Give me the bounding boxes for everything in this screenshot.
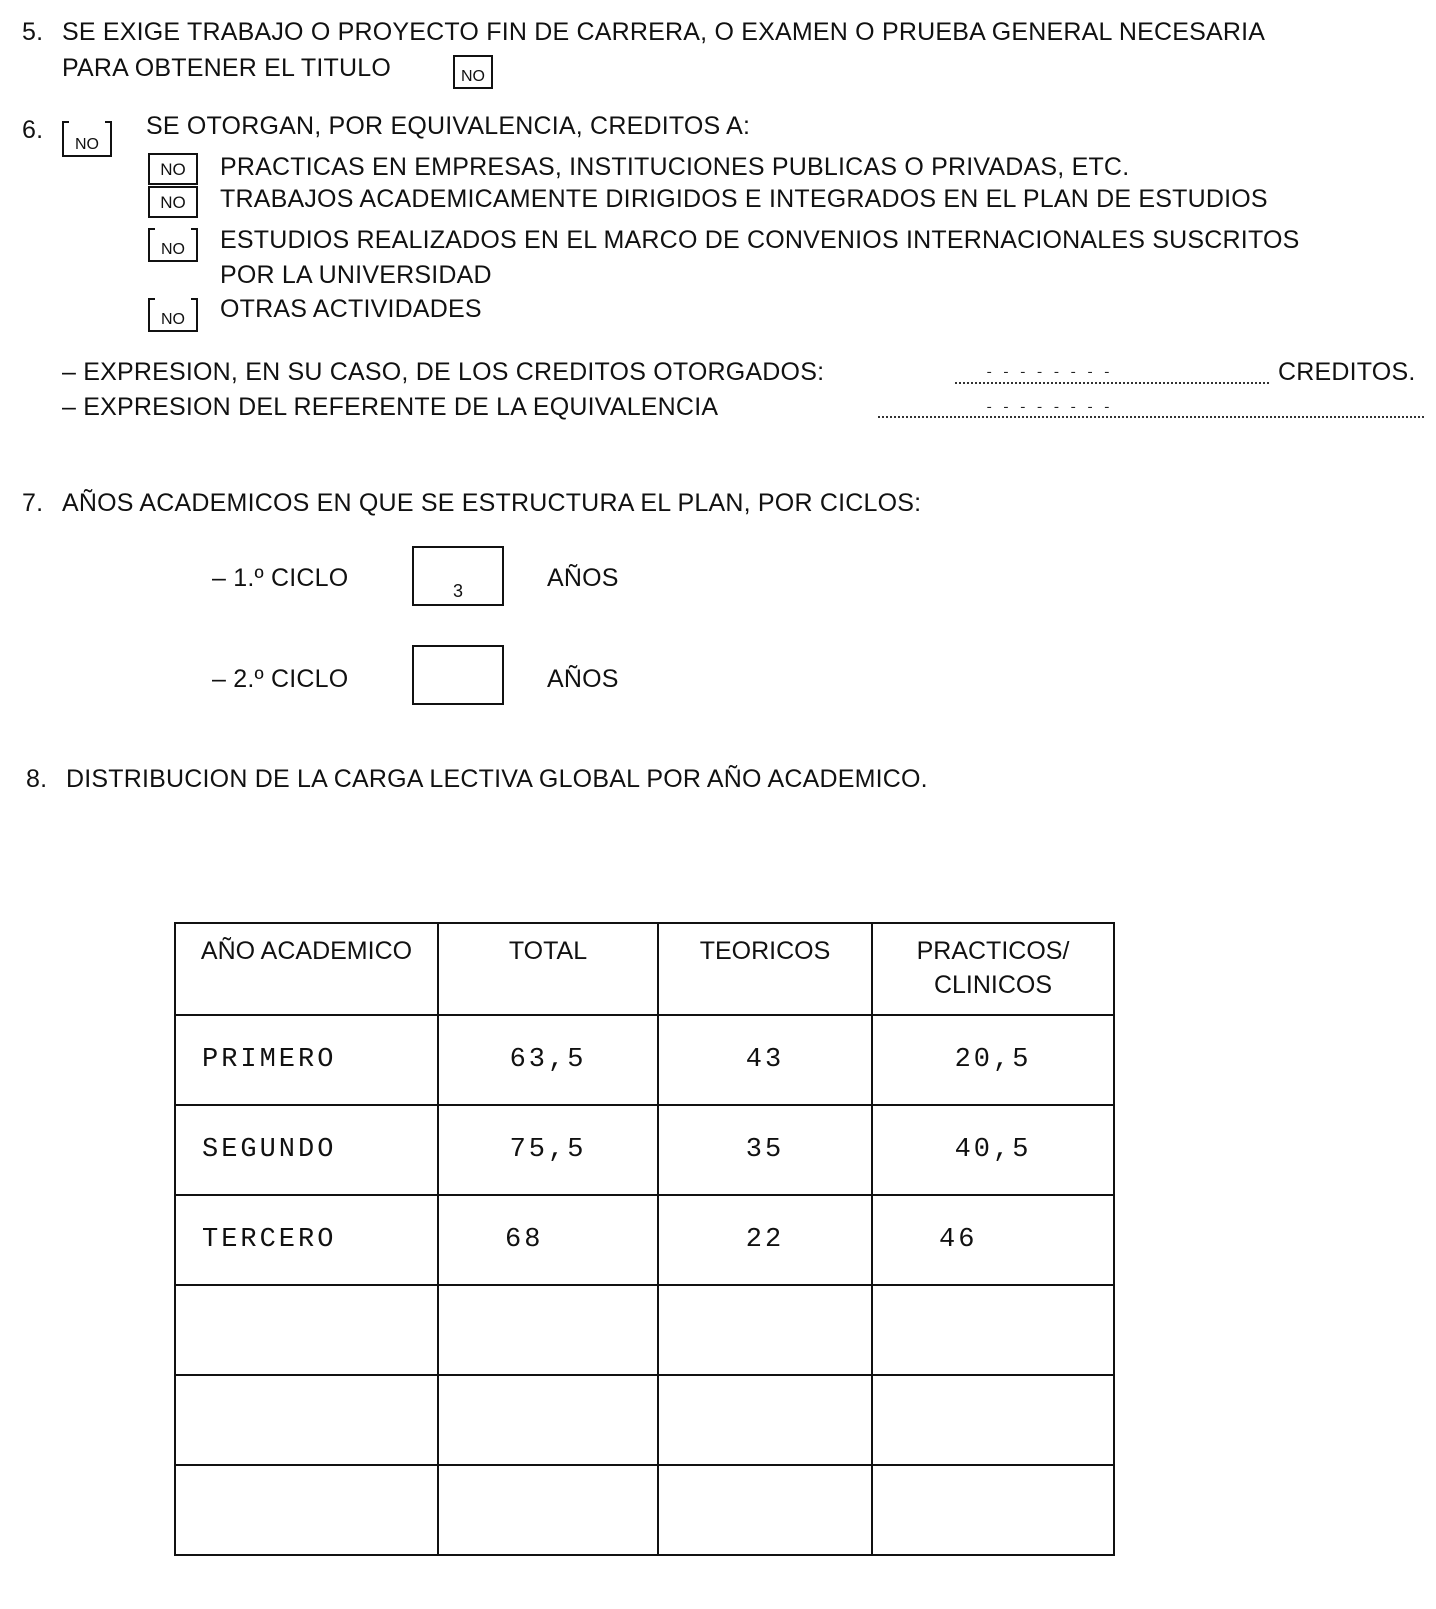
item-4-label: OTRAS ACTIVIDADES bbox=[220, 295, 482, 323]
cell-total[interactable]: 75,5 bbox=[438, 1105, 658, 1195]
table-row bbox=[175, 1375, 1114, 1465]
col-header-theoretical: TEORICOS bbox=[658, 923, 872, 1015]
section-5-text-line1: SE EXIGE TRABAJO O PROYECTO FIN DE CARRERA, O EXAMEN O PRUEBA GENERAL NECESARIA bbox=[62, 18, 1266, 46]
item-1-checkbox[interactable]: NO bbox=[148, 153, 198, 185]
cell-year[interactable]: PRIMERO bbox=[175, 1015, 438, 1105]
credits-expression-value: - - - - - - - - bbox=[985, 365, 1112, 381]
cell-practical[interactable] bbox=[872, 1375, 1114, 1465]
cell-total[interactable] bbox=[438, 1465, 658, 1555]
cell-total[interactable]: 63,5 bbox=[438, 1015, 658, 1105]
cell-year[interactable] bbox=[175, 1285, 438, 1375]
cell-theoretical[interactable]: 43 bbox=[658, 1015, 872, 1105]
cell-practical[interactable]: 46 bbox=[872, 1195, 1114, 1285]
item-3-label-line1: ESTUDIOS REALIZADOS EN EL MARCO DE CONVENIOS INTERNACIONALES SUSCRITOS bbox=[220, 226, 1300, 254]
cell-year[interactable]: TERCERO bbox=[175, 1195, 438, 1285]
equivalence-referent-value: - - - - - - - - bbox=[985, 400, 1112, 416]
cycle-2-label: – 2.º CICLO bbox=[212, 665, 349, 693]
cell-total[interactable]: 68 bbox=[438, 1195, 658, 1285]
cell-practical[interactable]: 40,5 bbox=[872, 1105, 1114, 1195]
section-8-heading: DISTRIBUCION DE LA CARGA LECTIVA GLOBAL POR AÑO ACADEMICO. bbox=[66, 765, 928, 793]
item-3-checkbox[interactable]: NO bbox=[148, 228, 198, 262]
cell-theoretical[interactable] bbox=[658, 1375, 872, 1465]
table-row bbox=[175, 1015, 1114, 1105]
cell-year[interactable] bbox=[175, 1375, 438, 1465]
table-row bbox=[175, 1465, 1114, 1555]
item-4-checkbox[interactable]: NO bbox=[148, 298, 198, 332]
section-6-answer-box[interactable]: NO bbox=[62, 121, 112, 157]
col-header-total: TOTAL bbox=[438, 923, 658, 1015]
section-5-number: 5. bbox=[22, 18, 44, 46]
equivalence-referent-field[interactable] bbox=[878, 416, 1424, 418]
cell-year[interactable] bbox=[175, 1465, 438, 1555]
col-header-practical bbox=[872, 923, 1114, 1015]
item-2-checkbox[interactable]: NO bbox=[148, 186, 198, 218]
cycle-1-years-box[interactable]: 3 bbox=[412, 546, 504, 606]
workload-table bbox=[174, 922, 1115, 1556]
table-row bbox=[175, 1105, 1114, 1195]
table-row bbox=[175, 1285, 1114, 1375]
col-header-practical-text: PRACTICOS/ CLINICOS bbox=[916, 937, 1070, 999]
equivalence-referent-label: – EXPRESION DEL REFERENTE DE LA EQUIVALENCIA bbox=[62, 393, 719, 421]
section-5-text-line2: PARA OBTENER EL TITULO bbox=[62, 54, 392, 82]
cycle-1-unit: AÑOS bbox=[547, 564, 619, 592]
cycle-1-label: – 1.º CICLO bbox=[212, 564, 349, 592]
col-header-year: AÑO ACADEMICO bbox=[175, 923, 438, 1015]
item-2-label: TRABAJOS ACADEMICAMENTE DIRIGIDOS E INTEGRADOS EN EL PLAN DE ESTUDIOS bbox=[220, 185, 1268, 213]
table-row bbox=[175, 1195, 1114, 1285]
item-3-label-line2: POR LA UNIVERSIDAD bbox=[220, 261, 492, 289]
cell-theoretical[interactable] bbox=[658, 1465, 872, 1555]
cell-theoretical[interactable]: 35 bbox=[658, 1105, 872, 1195]
credits-expression-field[interactable] bbox=[955, 382, 1269, 384]
credits-expression-label: – EXPRESION, EN SU CASO, DE LOS CREDITOS OTORGADOS: bbox=[62, 358, 825, 386]
item-1-label: PRACTICAS EN EMPRESAS, INSTITUCIONES PUBLICAS O PRIVADAS, ETC. bbox=[220, 153, 1130, 181]
section-8-number: 8. bbox=[26, 765, 48, 793]
cycle-2-years-box[interactable] bbox=[412, 645, 504, 705]
cell-theoretical[interactable] bbox=[658, 1285, 872, 1375]
table-header-row bbox=[175, 923, 1114, 1015]
cell-year[interactable]: SEGUNDO bbox=[175, 1105, 438, 1195]
credits-unit: CREDITOS. bbox=[1278, 358, 1416, 386]
cell-practical[interactable] bbox=[872, 1285, 1114, 1375]
section-7-number: 7. bbox=[22, 489, 44, 517]
cell-total[interactable] bbox=[438, 1285, 658, 1375]
cell-theoretical[interactable]: 22 bbox=[658, 1195, 872, 1285]
section-5-answer-box[interactable]: NO bbox=[453, 55, 493, 89]
cell-practical[interactable] bbox=[872, 1465, 1114, 1555]
section-6-number: 6. bbox=[22, 116, 44, 144]
section-6-heading: SE OTORGAN, POR EQUIVALENCIA, CREDITOS A: bbox=[146, 112, 751, 140]
cycle-2-unit: AÑOS bbox=[547, 665, 619, 693]
cell-total[interactable] bbox=[438, 1375, 658, 1465]
cell-practical[interactable]: 20,5 bbox=[872, 1015, 1114, 1105]
section-7-heading: AÑOS ACADEMICOS EN QUE SE ESTRUCTURA EL PLAN, POR CICLOS: bbox=[62, 489, 922, 517]
